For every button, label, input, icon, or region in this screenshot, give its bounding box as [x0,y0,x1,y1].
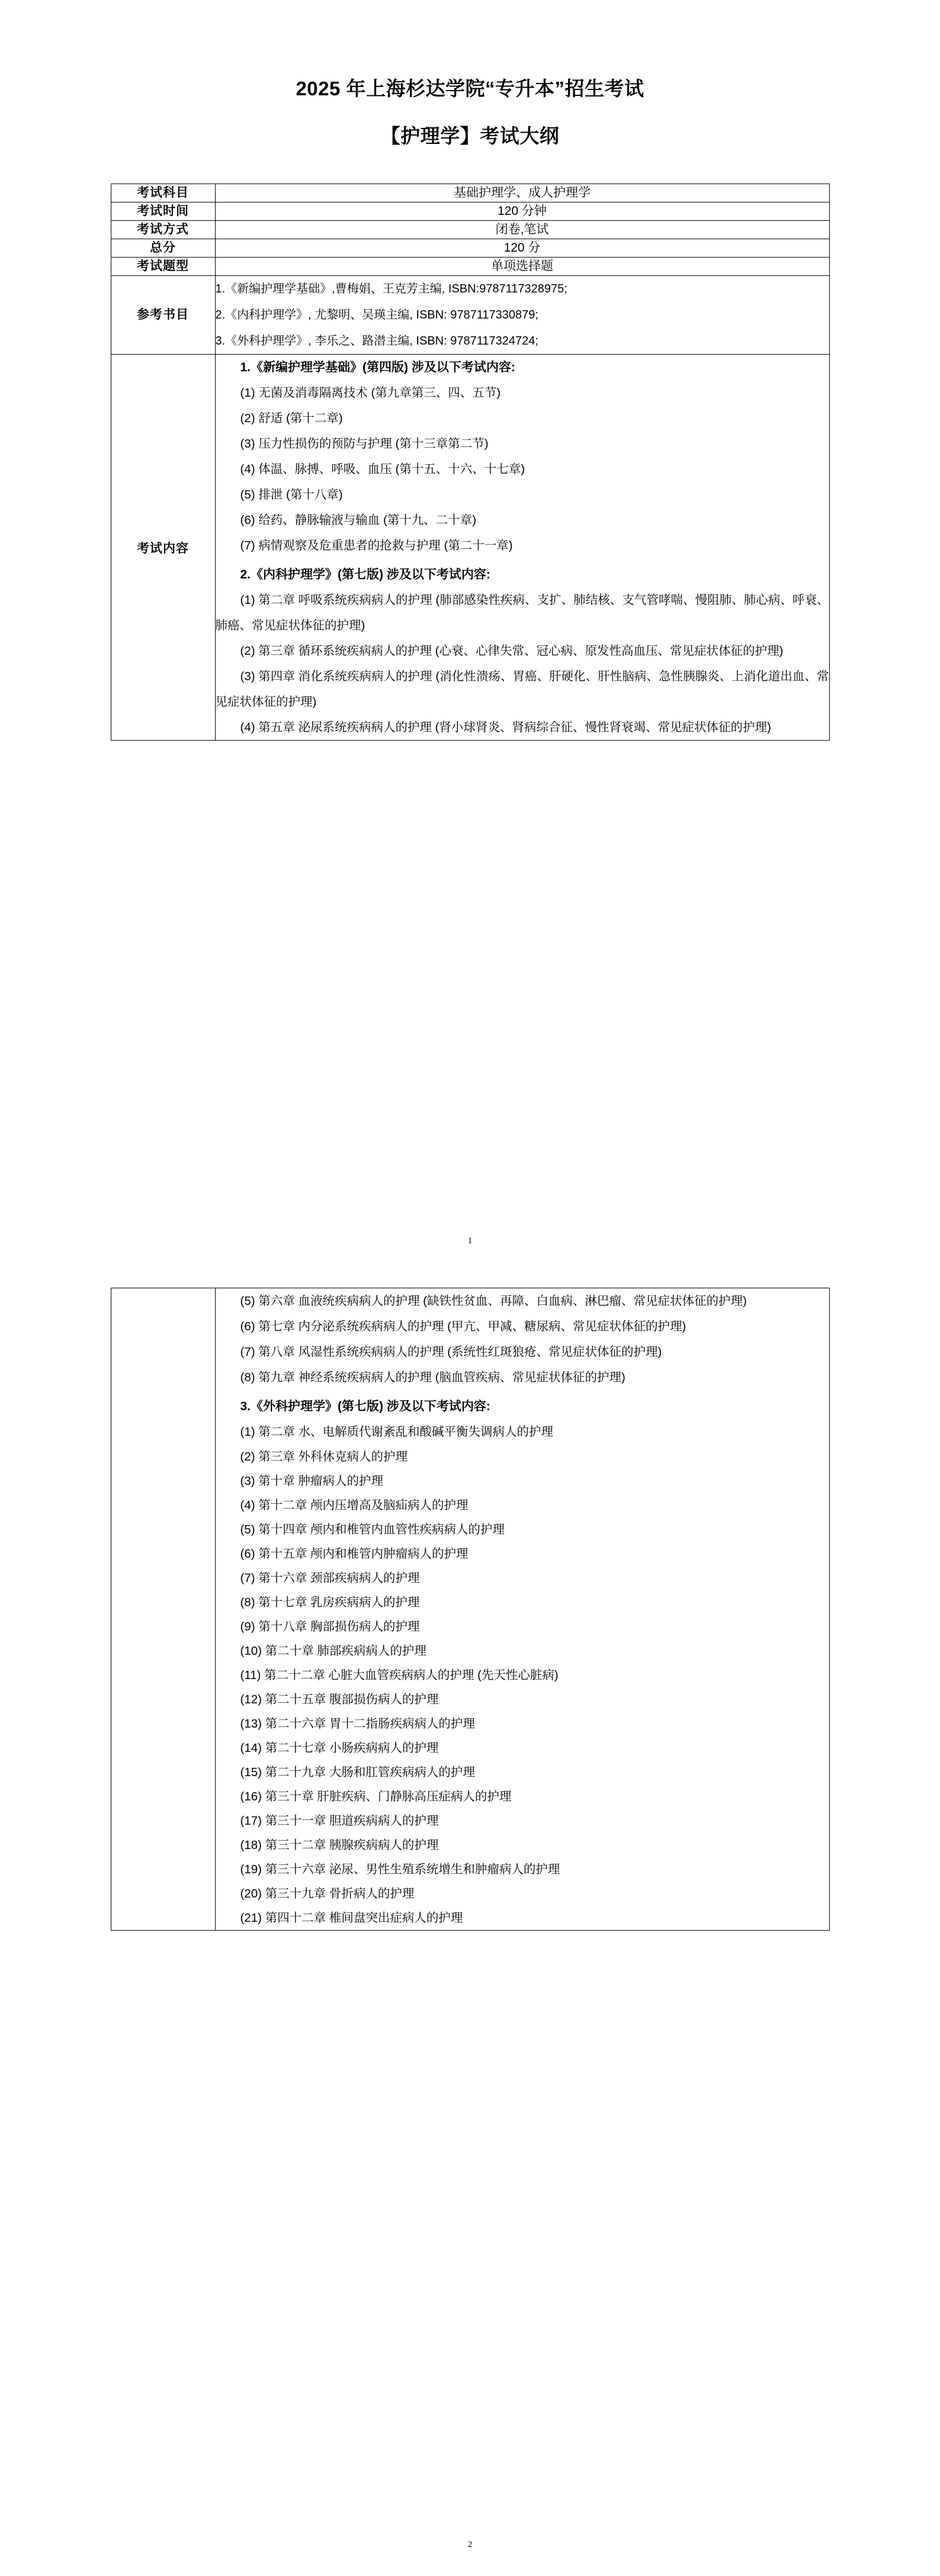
row-label-method: 考试方式 [111,221,215,239]
row-value-total-score: 120 分 [215,239,829,258]
document-title [0,0,940,153]
list-item: (10) 第二十章 肺部疾病病人的护理 [240,1644,426,1658]
list-item: (2) 第三章 循环系统疾病病人的护理 (心衰、心律失常、冠心病、原发性高血压、常见症状体征的护理) [240,644,784,658]
list-item: (5) 第十四章 颅内和椎管内血管性疾病病人的护理 [240,1523,505,1536]
list-item: (18) 第三十二章 胰腺疾病病人的护理 [240,1838,439,1852]
row-label-subject: 考试科目 [111,184,215,202]
exam-content-table-continued [111,1288,830,1931]
list-item: (2) 舒适 (第十二章) [240,411,343,425]
row-label-duration: 考试时间 [111,202,215,221]
list-item: (11) 第二十二章 心脏大血管疾病病人的护理 (先天性心脏病) [240,1668,559,1682]
list-item: (16) 第三十章 肝脏疾病、门静脉高压症病人的护理 [240,1790,512,1803]
document-page-2 [0,1288,940,2576]
row-value-method: 闭卷,笔试 [215,221,829,239]
list-item: (14) 第二十七章 小肠疾病病人的护理 [240,1741,439,1755]
title-line-secondary: 【护理学】考试大纲 [380,125,560,147]
list-item: (17) 第三十一章 胆道疾病病人的护理 [240,1814,439,1828]
list-item: (7) 第八章 风湿性系统疾病病人的护理 (系统性红斑狼疮、常见症状体征的护理) [240,1345,662,1359]
reference-book-list [215,276,829,355]
list-item: (1) 无菌及消毒隔离技术 (第九章第三、四、五节) [240,386,501,400]
list-item: (8) 第九章 神经系统疾病病人的护理 (脑血管疾病、常见症状体征的护理) [240,1371,625,1384]
list-item: 1.《新编护理学基础》,曹梅娟、王克芳主编, ISBN:9787117328975; [215,282,567,295]
table-row [111,239,829,258]
list-item: (3) 第四章 消化系统疾病病人的护理 (消化性溃疡、胃癌、肝硬化、肝性脑病、急性胰腺炎、上消化道出血、常见症状体征的护理) [215,670,829,709]
list-item: (21) 第四十二章 椎间盘突出症病人的护理 [240,1911,463,1925]
list-item: (8) 第十七章 乳房疾病病人的护理 [240,1596,420,1609]
list-item: (20) 第三十九章 骨折病人的护理 [240,1887,415,1900]
title-line-primary: 2025 年上海杉达学院“专升本”招生考试 [296,78,644,99]
list-item: (4) 第十二章 颅内压增高及脑疝病人的护理 [240,1498,469,1512]
page-number-first: 1 [467,1236,473,1246]
table-row [111,221,829,239]
row-label-references: 参考书目 [111,276,215,355]
table-row-references [111,276,829,355]
list-item: (6) 给药、静脉输液与输血 (第十九、二十章) [240,513,477,527]
list-item: (2) 第三章 外科休克病人的护理 [240,1450,408,1464]
list-item: (13) 第二十六章 胃十二指肠疾病病人的护理 [240,1717,475,1731]
list-item: (6) 第七章 内分泌系统疾病病人的护理 (甲亢、甲减、糖尿病、常见症状体征的护理) [240,1320,686,1333]
list-item: (6) 第十五章 颅内和椎管内肿瘤病人的护理 [240,1547,469,1561]
exam-info-table [111,184,830,741]
row-label-total-score: 总分 [111,239,215,258]
row-value-duration: 120 分钟 [215,202,829,221]
table-row-exam-content-part2 [111,1288,829,1931]
section-heading-surgical-nursing: 3.《外科护理学》(第七版) 涉及以下考试内容: [240,1400,490,1413]
page-number-second: 2 [467,2540,473,2549]
list-item: 3.《外科护理学》, 李乐之、路潜主编, ISBN: 9787117324724; [215,335,538,348]
list-item: (3) 压力性损伤的预防与护理 (第十三章第二节) [240,437,489,451]
list-item: (15) 第二十九章 大肠和肛管疾病病人的护理 [240,1765,475,1779]
section-heading-internal-medicine: 2.《内科护理学》(第七版) 涉及以下考试内容: [240,568,490,581]
section-heading-basic-nursing: 1.《新编护理学基础》(第四版) 涉及以下考试内容: [240,361,515,374]
list-item: (12) 第二十五章 腹部损伤病人的护理 [240,1693,439,1706]
table-row [111,184,829,202]
list-item: (4) 第五章 泌尿系统疾病病人的护理 (肾小球肾炎、肾病综合征、慢性肾衰竭、常见症状体征的护理) [240,721,771,734]
list-item: (1) 第二章 水、电解质代谢紊乱和酸碱平衡失调病人的护理 [240,1425,553,1439]
list-item: (1) 第二章 呼吸系统疾病病人的护理 (肺部感染性疾病、支扩、肺结核、支气管哮喘、慢阻肺、肺心病、呼衰、肺癌、常见症状体征的护理) [215,593,829,632]
row-label-exam-content: 考试内容 [111,355,215,741]
row-value-subject: 基础护理学、成人护理学 [215,184,829,202]
row-label-question-type: 考试题型 [111,258,215,276]
table-row [111,258,829,276]
list-item: (5) 第六章 血液统疾病病人的护理 (缺铁性贫血、再障、白血病、淋巴瘤、常见症状体征的护理) [240,1294,747,1308]
exam-content-body-page1 [215,355,829,741]
list-item: (3) 第十章 肿瘤病人的护理 [240,1474,383,1488]
list-item: (5) 排泄 (第十八章) [240,488,343,501]
list-item: (7) 病情观察及危重患者的抢救与护理 (第二十一章) [240,539,513,552]
table-row [111,202,829,221]
list-item: (4) 体温、脉搏、呼吸、血压 (第十五、十六、十七章) [240,462,525,476]
row-value-question-type: 单项选择题 [215,258,829,276]
list-item: 2.《内科护理学》, 尤黎明、吴瑛主编, ISBN: 9787117330879; [215,308,538,321]
list-item: (19) 第三十六章 泌尿、男性生殖系统增生和肿瘤病人的护理 [240,1863,560,1876]
row-label-exam-content-continued [111,1288,215,1931]
exam-content-body-page2 [215,1288,829,1931]
list-item: (9) 第十八章 胸部损伤病人的护理 [240,1620,420,1633]
table-row-exam-content-part1 [111,355,829,741]
list-item: (7) 第十六章 颈部疾病病人的护理 [240,1571,420,1585]
